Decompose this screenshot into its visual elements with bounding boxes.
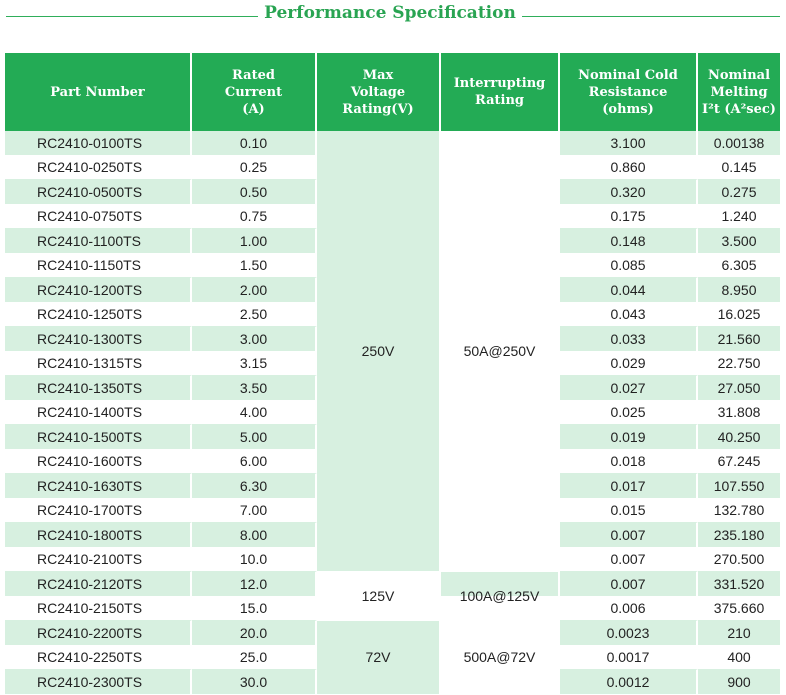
melting-cell: 21.560: [698, 327, 780, 352]
melting-cell: 6.305: [698, 254, 780, 279]
part-number-cell: RC2410-1500TS: [5, 425, 192, 450]
melting-cell: 16.025: [698, 303, 780, 328]
melting-cell: 900: [698, 670, 780, 695]
table-body: [5, 131, 780, 695]
cold-resistance-cell: 0.0017: [560, 646, 698, 671]
cold-resistance-cell: 0.015: [560, 499, 698, 524]
cold-resistance-cell: 0.018: [560, 450, 698, 475]
rated-current-cell: 0.25: [192, 156, 317, 181]
cold-resistance-cell: 0.006: [560, 597, 698, 622]
rated-current-cell: 1.00: [192, 229, 317, 254]
rated-current-cell: 4.00: [192, 401, 317, 426]
melting-cell: 107.550: [698, 474, 780, 499]
table-header-row: [5, 53, 780, 131]
rated-current-cell: 7.00: [192, 499, 317, 524]
table-row: [5, 572, 780, 597]
rated-current-cell: 2.50: [192, 303, 317, 328]
cold-resistance-cell: 0.320: [560, 180, 698, 205]
part-number-cell: RC2410-2200TS: [5, 621, 192, 646]
melting-cell: 270.500: [698, 548, 780, 573]
melting-cell: 132.780: [698, 499, 780, 524]
interrupting-rating-cell: 500A@72V: [441, 621, 560, 695]
rated-current-cell: 15.0: [192, 597, 317, 622]
rated-current-cell: 10.0: [192, 548, 317, 573]
part-number-cell: RC2410-2250TS: [5, 646, 192, 671]
cold-resistance-cell: 0.0012: [560, 670, 698, 695]
header-rated-current: Rated Current (A): [192, 53, 317, 131]
rated-current-cell: 0.50: [192, 180, 317, 205]
title-bar: [0, 0, 786, 36]
cold-resistance-cell: 0.019: [560, 425, 698, 450]
part-number-cell: RC2410-0500TS: [5, 180, 192, 205]
cold-resistance-cell: 0.025: [560, 401, 698, 426]
part-number-cell: RC2410-1400TS: [5, 401, 192, 426]
cold-resistance-cell: 0.043: [560, 303, 698, 328]
part-number-cell: RC2410-1315TS: [5, 352, 192, 377]
cold-resistance-cell: 0.029: [560, 352, 698, 377]
melting-cell: 8.950: [698, 278, 780, 303]
header-max-voltage: Max Voltage Rating(V): [317, 53, 441, 131]
page-title: Performance Specification: [264, 3, 516, 23]
melting-cell: 0.00138: [698, 131, 780, 156]
part-number-cell: RC2410-0250TS: [5, 156, 192, 181]
melting-cell: 31.808: [698, 401, 780, 426]
title-rule-right: [522, 16, 780, 17]
part-number-cell: RC2410-1800TS: [5, 523, 192, 548]
max-voltage-cell: 250V: [317, 131, 441, 572]
header-cold-resistance: Nominal Cold Resistance (ohms): [560, 53, 698, 131]
title-rule-left: [6, 16, 258, 17]
rated-current-cell: 30.0: [192, 670, 317, 695]
cold-resistance-cell: 0.007: [560, 572, 698, 597]
cold-resistance-cell: 3.100: [560, 131, 698, 156]
cold-resistance-cell: 0.148: [560, 229, 698, 254]
cold-resistance-cell: 0.044: [560, 278, 698, 303]
rated-current-cell: 6.00: [192, 450, 317, 475]
rated-current-cell: 3.15: [192, 352, 317, 377]
melting-cell: 3.500: [698, 229, 780, 254]
cold-resistance-cell: 0.0023: [560, 621, 698, 646]
melting-cell: 67.245: [698, 450, 780, 475]
cold-resistance-cell: 0.175: [560, 205, 698, 230]
part-number-cell: RC2410-0750TS: [5, 205, 192, 230]
part-number-cell: RC2410-2300TS: [5, 670, 192, 695]
interrupting-rating-cell: 100A@125V: [441, 572, 560, 621]
rated-current-cell: 2.00: [192, 278, 317, 303]
max-voltage-cell: 125V: [317, 572, 441, 621]
interrupting-rating-cell: 50A@250V: [441, 131, 560, 572]
rated-current-cell: 0.75: [192, 205, 317, 230]
part-number-cell: RC2410-1250TS: [5, 303, 192, 328]
part-number-cell: RC2410-2150TS: [5, 597, 192, 622]
rated-current-cell: 25.0: [192, 646, 317, 671]
rated-current-cell: 20.0: [192, 621, 317, 646]
header-interrupting-rating: Interrupting Rating: [441, 53, 560, 131]
performance-spec-table: [5, 53, 780, 695]
melting-cell: 40.250: [698, 425, 780, 450]
melting-cell: 22.750: [698, 352, 780, 377]
part-number-cell: RC2410-0100TS: [5, 131, 192, 156]
melting-cell: 0.145: [698, 156, 780, 181]
part-number-cell: RC2410-2120TS: [5, 572, 192, 597]
cold-resistance-cell: 0.033: [560, 327, 698, 352]
rated-current-cell: 5.00: [192, 425, 317, 450]
melting-cell: 210: [698, 621, 780, 646]
header-melting: Nominal Melting I²t (A²sec): [698, 53, 780, 131]
rated-current-cell: 3.50: [192, 376, 317, 401]
cold-resistance-cell: 0.007: [560, 523, 698, 548]
cold-resistance-cell: 0.085: [560, 254, 698, 279]
table-row: [5, 131, 780, 156]
cold-resistance-cell: 0.860: [560, 156, 698, 181]
part-number-cell: RC2410-1700TS: [5, 499, 192, 524]
cold-resistance-cell: 0.007: [560, 548, 698, 573]
rated-current-cell: 1.50: [192, 254, 317, 279]
rated-current-cell: 0.10: [192, 131, 317, 156]
cold-resistance-cell: 0.027: [560, 376, 698, 401]
melting-cell: 0.275: [698, 180, 780, 205]
rated-current-cell: 6.30: [192, 474, 317, 499]
part-number-cell: RC2410-2100TS: [5, 548, 192, 573]
part-number-cell: RC2410-1200TS: [5, 278, 192, 303]
melting-cell: 27.050: [698, 376, 780, 401]
melting-cell: 235.180: [698, 523, 780, 548]
table-row: [5, 621, 780, 646]
part-number-cell: RC2410-1600TS: [5, 450, 192, 475]
cold-resistance-cell: 0.017: [560, 474, 698, 499]
melting-cell: 400: [698, 646, 780, 671]
part-number-cell: RC2410-1150TS: [5, 254, 192, 279]
melting-cell: 1.240: [698, 205, 780, 230]
part-number-cell: RC2410-1630TS: [5, 474, 192, 499]
part-number-cell: RC2410-1300TS: [5, 327, 192, 352]
rated-current-cell: 8.00: [192, 523, 317, 548]
header-part-number: Part Number: [5, 53, 192, 131]
max-voltage-cell: 72V: [317, 621, 441, 695]
rated-current-cell: 3.00: [192, 327, 317, 352]
part-number-cell: RC2410-1350TS: [5, 376, 192, 401]
melting-cell: 375.660: [698, 597, 780, 622]
melting-cell: 331.520: [698, 572, 780, 597]
rated-current-cell: 12.0: [192, 572, 317, 597]
part-number-cell: RC2410-1100TS: [5, 229, 192, 254]
